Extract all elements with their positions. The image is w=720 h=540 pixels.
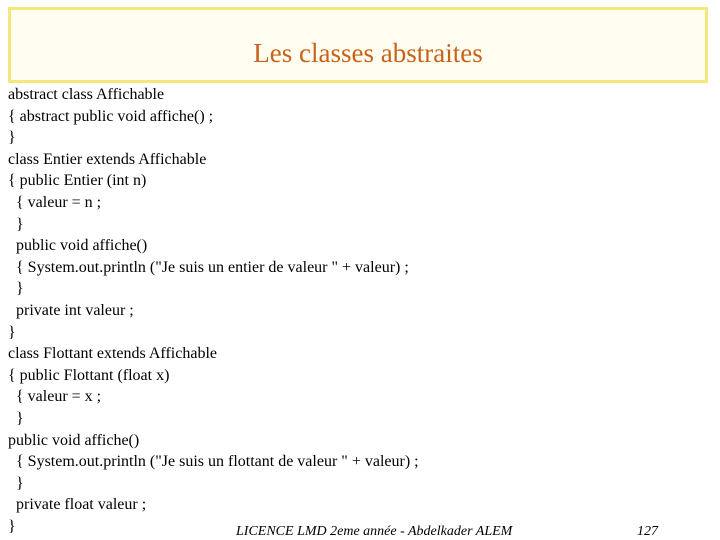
code-line: { public Entier (int n)	[8, 172, 147, 190]
code-line: class Flottant extends Affichable	[8, 345, 217, 363]
footer-author: LICENCE LMD 2eme année - Abdelkader ALEM	[236, 524, 513, 539]
code-line: { abstract public void affiche() ;	[8, 107, 214, 125]
code-line: }	[8, 474, 24, 492]
code-line: { valeur = n ;	[8, 193, 102, 211]
code-line: { public Flottant (float x)	[8, 366, 170, 384]
code-line: }	[8, 129, 16, 147]
code-line: { System.out.println ("Je suis un entier de valeur " + valeur) ;	[8, 258, 409, 276]
code-line: { valeur = x ;	[8, 388, 102, 406]
page-number: 127	[637, 524, 658, 539]
code-line: private float valeur ;	[8, 496, 147, 514]
code-line: }	[8, 409, 24, 427]
title-box	[8, 7, 708, 83]
code-line: }	[8, 323, 16, 341]
code-line: abstract class Affichable	[8, 86, 165, 103]
code-line: class Entier extends Affichable	[8, 150, 207, 168]
code-line: }	[8, 517, 16, 535]
code-line: }	[8, 280, 24, 298]
code-block	[8, 84, 708, 537]
code-line: public void affiche()	[8, 431, 140, 449]
code-line: }	[8, 215, 24, 233]
code-line: public void affiche()	[8, 237, 148, 255]
code-line: private int valeur ;	[8, 301, 134, 319]
slide-title: Les classes abstraites	[253, 38, 483, 68]
code-line: { System.out.println ("Je suis un flottant de valeur " + valeur) ;	[8, 453, 419, 471]
